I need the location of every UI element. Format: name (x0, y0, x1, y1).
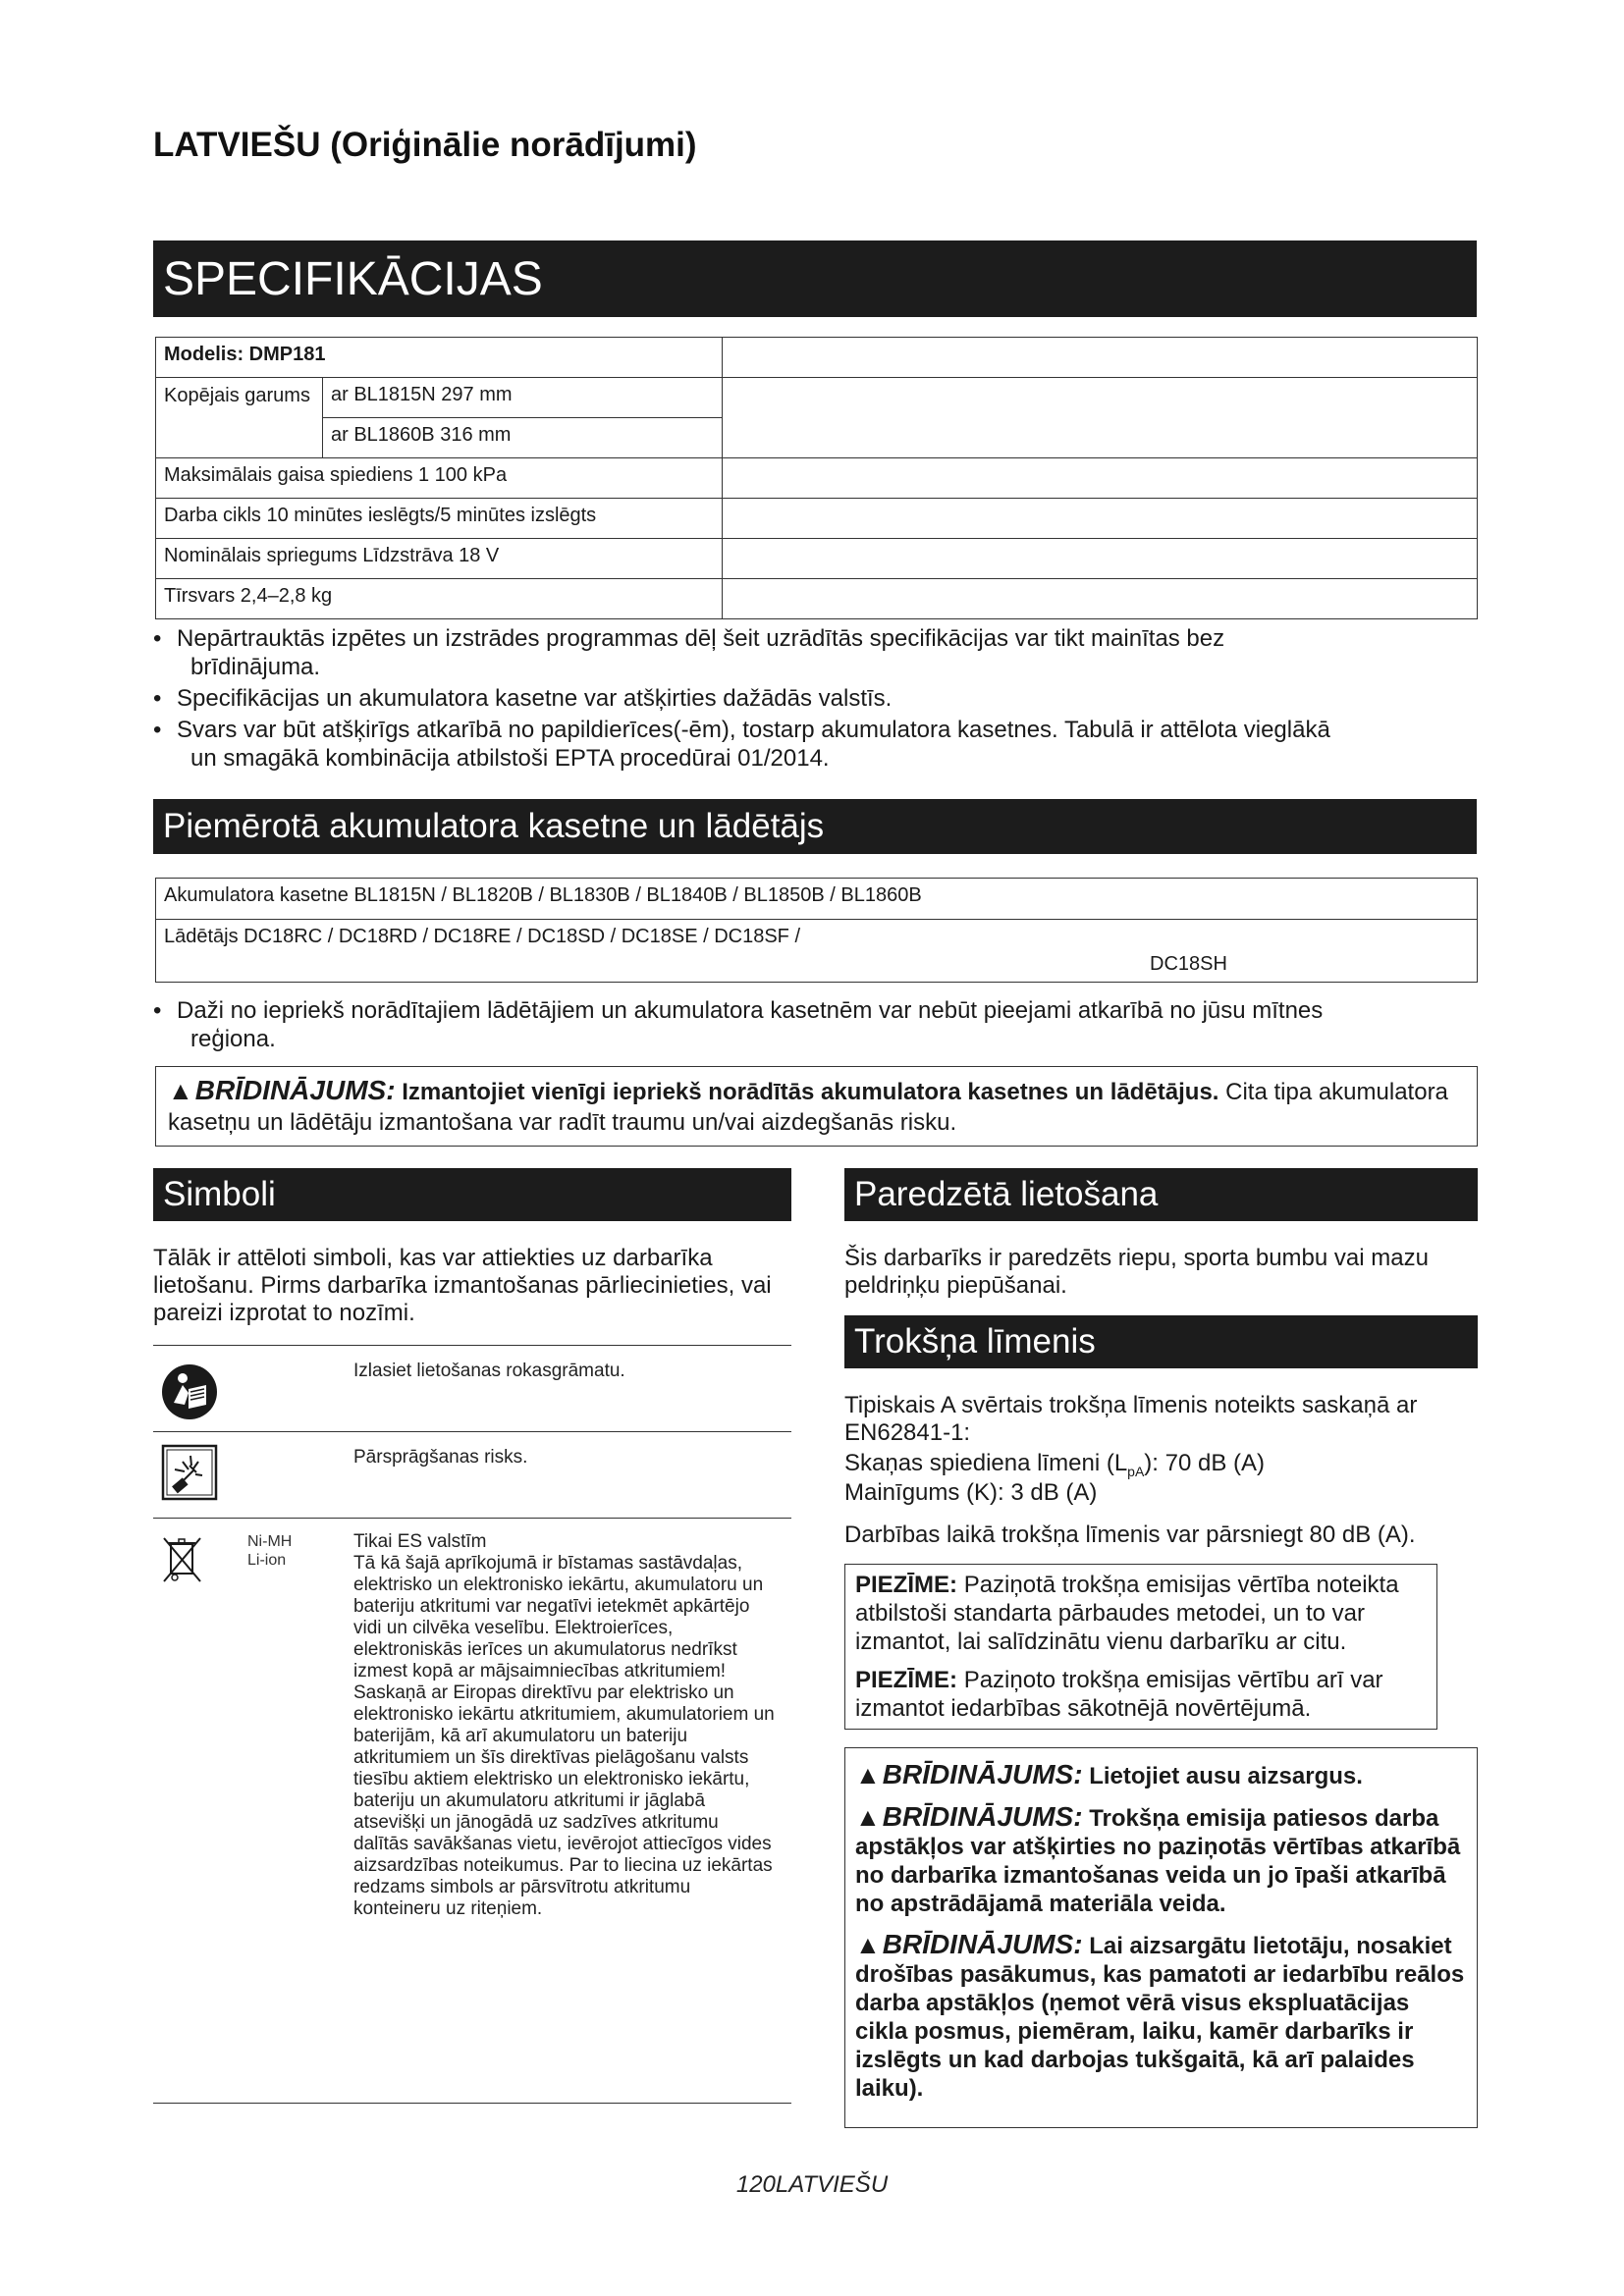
explosion-risk-icon (160, 1443, 219, 1502)
li-ion-label: Li-ion (247, 1552, 287, 1569)
spec-model: Modelis: DMP181 (156, 338, 723, 378)
warning-triangle-icon: ▲ (855, 1760, 881, 1789)
symbol-read-manual-text: Izlasiet lietošanas rokasgrāmatu. (353, 1361, 625, 1381)
spec-table (155, 337, 1478, 619)
spec-note: • Svars var būt atšķirīgs atkarībā no papildierīces(-ēm), tostarp akumulatora kasetnes. Tabulā ir attēlota vieglākā un smagākā kombinācija atbilstoši EPTA procedūrai 01/2014. (153, 716, 1479, 773)
noise-heading: Trokšņa līmenis (844, 1315, 1478, 1368)
spec-blank-cell (723, 338, 1478, 378)
warning-triangle-icon: ▲ (855, 1930, 881, 1959)
spec-notes (153, 624, 1479, 775)
spec-length-label: Kopējais garums (156, 378, 323, 458)
battery-warning-box: ▲BRĪDINĀJUMS: Izmantojiet vienīgi iepriekš norādītās akumulatora kasetnes un lādētājus. Cita tipa akumulatora kasetņu un lādētāju izmantošana var radīt traumu un/vai aizdegšanās risku. (155, 1066, 1478, 1147)
spec-blank-cell (723, 579, 1478, 619)
ni-mh-label: Ni-MH (247, 1533, 293, 1550)
warning-triangle-icon: ▲ (168, 1076, 193, 1105)
divider (153, 1345, 791, 1346)
battery-notes (153, 996, 1479, 1056)
noise-note-box: PIEZĪME: Paziņotā trokšņa emisijas vērtība noteikta atbilstoši standarta pārbaudes metodei, un to var izmantot, lai salīdzinātu vienu darbarīku ar citu. PIEZĪME: Paziņoto trokšņa emisijas vērtību arī var izmantot iedarbības sākotnējā novērtējumā. (844, 1564, 1437, 1730)
divider (153, 1518, 791, 1519)
spec-pressure: Maksimālais gaisa spiediens 1 100 kPa (156, 458, 723, 499)
spec-duty-cycle: Darba cikls 10 minūtes ieslēgts/5 minūtes izslēgts (156, 499, 723, 539)
battery-table (155, 878, 1478, 983)
intended-use-text: Šis darbarīks ir paredzēts riepu, sporta bumbu vai mazu peldriņķu piepūšanai. (844, 1245, 1429, 1299)
symbol-weee-text: Tikai ES valstīm Tā kā šajā aprīkojumā ir bīstamas sastāvdaļas, elektrisko un elektronisko iekārtu, akumulatoru un bateriju atkritumi var negatīvi ietekmēt apkārtējo vidi un cilvēka veselību. Elektroierīces, elektroniskās ierīces un akumulatorus nedrīkst izmest kopā ar mājsaimniecības atkritumiem! Saskaņā ar Eiropas direktīvu par elektrisko un elektronisko iekārtu atkritumiem, akumulatoriem un baterijām, kā arī akumulatoru un bateriju atkritumiem un šīs direktīvas pielāgošanu valsts tiesību aktiem elektrisko un elektronisko iekārtu, bateriju un akumulatoru atkritumi ir jāglabā atsevišķi un jānogādā uz sadzīves atkritumu dalītās savākšanas vietu, ievērojot attiecīgos vides aizsardzības noteikumus. Par to liecina uz iekārtas redzams simbols ar pārsvītrotu atkritumu konteineru uz riteņiem. (353, 1531, 775, 1919)
intended-use-heading: Paredzētā lietošana (844, 1168, 1478, 1221)
warning-item: ▲BRĪDINĀJUMS: Lai aizsargātu lietotāju, nosakiet drošības pasākumus, kas pamatoti ar iedarbību reālos darba apstākļos (ņemot vērā visus ekspluatācijas cikla posmus, piemēram, laiku, kamēr darbarīks ir izslēgts un kad darbojas tukšgaitā, kā arī palaides laiku). (855, 1929, 1465, 2102)
symbols-intro: Tālāk ir attēloti simboli, kas var attiekties uz darbarīka lietošanu. Pirms darbarīka izmantošanas pārliecinieties, vai pareizi izprotat to nozīmi. (153, 1245, 772, 1326)
noise-line-2: Skaņas spiediena līmeni $(L_{pA})$: 70 dB (A) (844, 1450, 1266, 1479)
read-manual-icon (160, 1362, 219, 1421)
symbols-heading: Simboli (153, 1168, 791, 1221)
noise-warnings-box (844, 1747, 1478, 2128)
symbol-explosion-text: Pārsprāgšanas risks. (353, 1447, 528, 1468)
noise-line-1: Tipiskais A svērtais trokšņa līmenis noteikts saskaņā ar EN62841-1: (844, 1392, 1418, 1446)
noise-line-3: Mainīgums (K): 3 dB (A) (844, 1479, 1098, 1506)
page-footer: 120LATVIEŠU (735, 2171, 889, 2198)
battery-row: Akumulatora kasetne BL1815N / BL1820B / BL1830B / BL1840B / BL1850B / BL1860B (156, 879, 1478, 920)
page-language-title: LATVIEŠU (Oriģinālie norādījumi) (153, 126, 697, 164)
warning-item: ▲BRĪDINĀJUMS: Lietojiet ausu aizsargus. (855, 1759, 1363, 1789)
noise-line-4: Darbības laikā trokšņa līmenis var pārsniegt 80 dB (A). (844, 1522, 1416, 1548)
spec-voltage: Nominālais spriegums Līdzstrāva 18 V (156, 539, 723, 579)
spec-note: • Specifikācijas un akumulatora kasetne var atšķirties dažādās valstīs. (153, 684, 1479, 713)
charger-row: Lādētājs DC18RC / DC18RD / DC18RE / DC18SD / DC18SE / DC18SF / DC18SH (156, 920, 1478, 983)
warning-item: ▲BRĪDINĀJUMS: Trokšņa emisija patiesos darba apstākļos var atšķirties no paziņotās vērtības atkarībā no darbarīka izmantošanas veida un jo īpaši atkarībā no apstrādājamā materiāla veida. (855, 1801, 1461, 1917)
spec-length-2: ar BL1860B 316 mm (323, 418, 723, 458)
spec-weight: Tīrsvars 2,4–2,8 kg (156, 579, 723, 619)
battery-note: • Daži no iepriekš norādītajiem lādētājiem un akumulatora kasetnēm var nebūt pieejami atkarībā no jūsu mītnes reģiona. (153, 996, 1479, 1053)
spec-note: • Nepārtrauktās izpētes un izstrādes programmas dēļ šeit uzrādītās specifikācijas var tikt mainītas bez brīdinājuma. (153, 624, 1479, 681)
spec-blank-cell (723, 539, 1478, 579)
divider (153, 2103, 791, 2104)
divider (153, 1431, 791, 1432)
spec-blank-cell (723, 499, 1478, 539)
crossed-bin-icon (160, 1533, 205, 1588)
battery-heading: Piemērotā akumulatora kasetne un lādētājs (153, 799, 1477, 854)
spec-blank-cell (723, 378, 1478, 458)
warning-triangle-icon: ▲ (855, 1802, 881, 1832)
spec-blank-cell (723, 458, 1478, 499)
spec-length-1: ar BL1815N 297 mm (323, 378, 723, 418)
spec-heading: SPECIFIKĀCIJAS (153, 240, 1477, 317)
